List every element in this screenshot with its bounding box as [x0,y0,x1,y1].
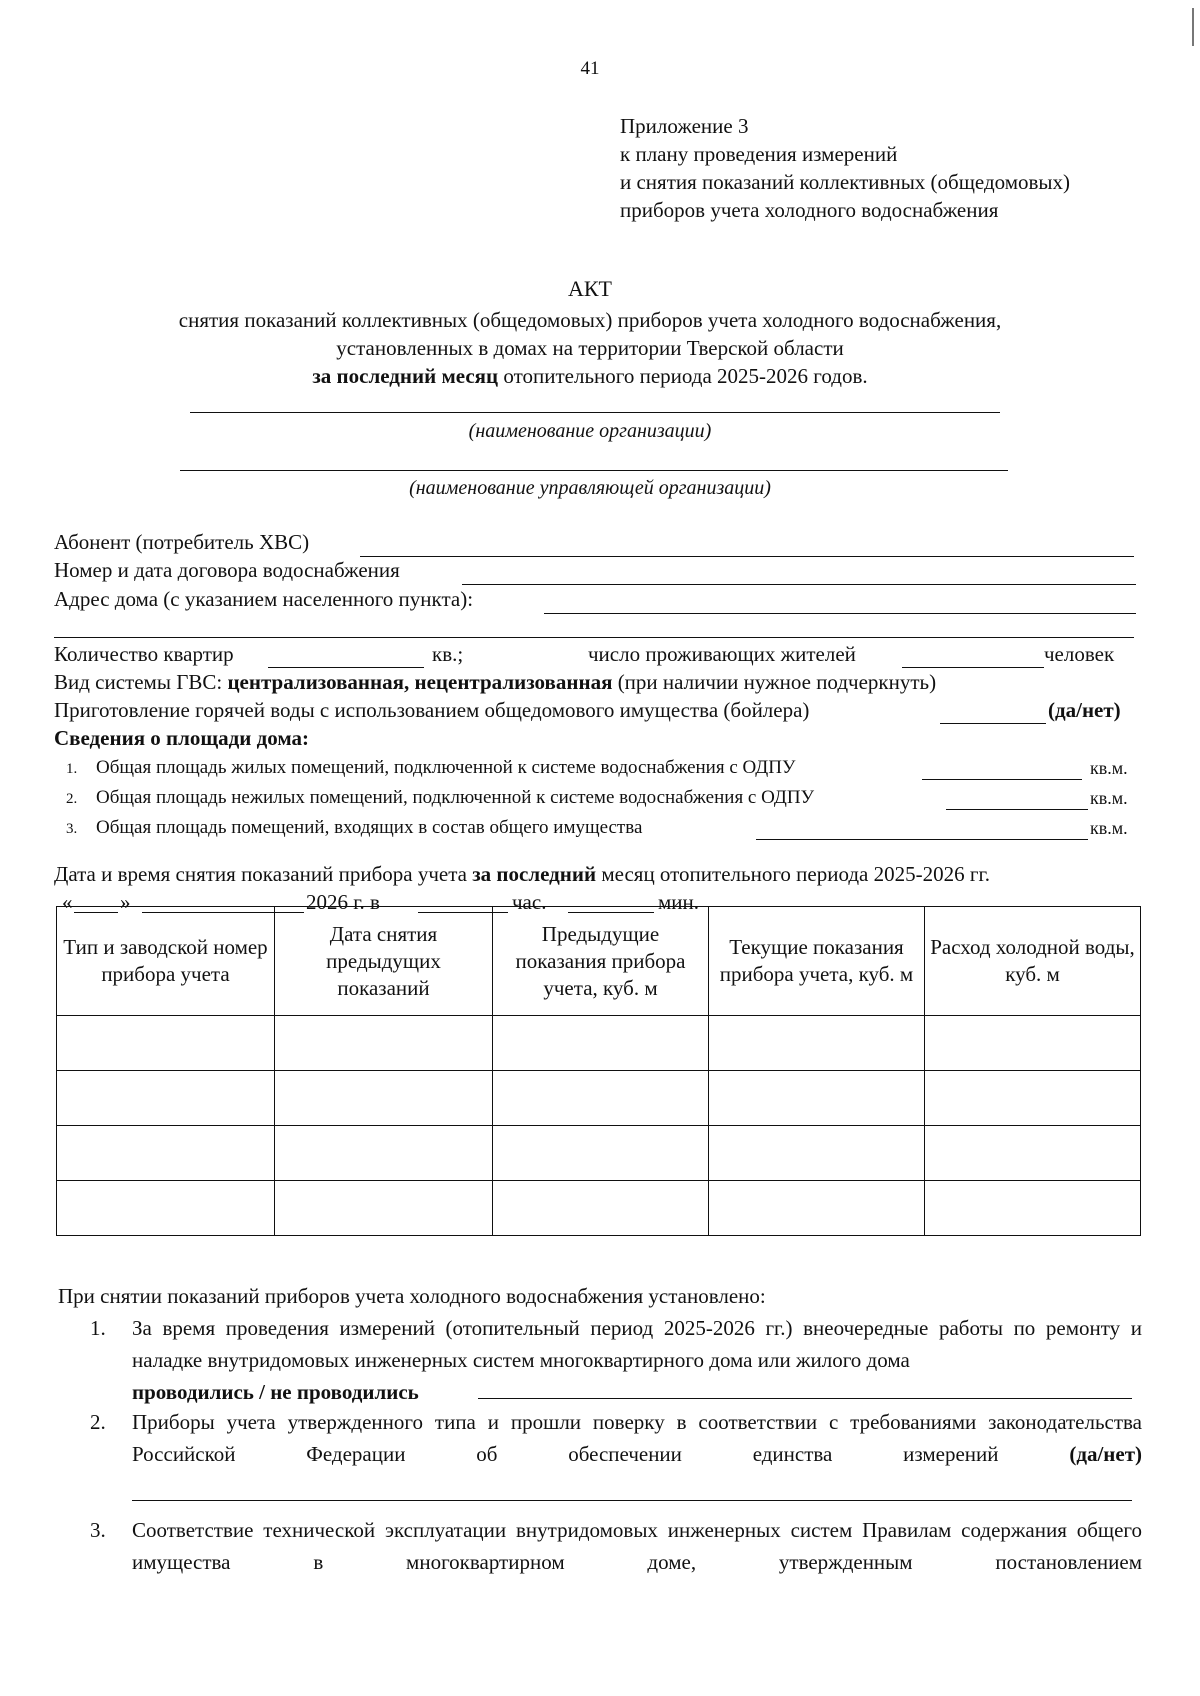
address-field [54,587,473,612]
subtitle-line-2: установленных в домах на территории Тверской области [336,336,844,360]
gvs-options[interactable]: централизованная, нецентрализованная [227,670,613,694]
finding-2-body [132,1406,1142,1470]
finding-item-3 [90,1514,1142,1584]
table-row [57,1071,1141,1126]
table-header-row [57,907,1141,1016]
gvs-system-type [54,670,936,695]
table-cell[interactable] [925,1016,1141,1071]
finding-1-text: За время проведения измерений (отопительный период 2025-2026 гг.) внеочередные работы по ремонту и наладке внутридомовых инженерных систем многоквартирного дома или жилого дома [132,1316,1142,1372]
finding-2-text: Приборы учета утвержденного типа и прошли поверку в соответствии с требованиями законодательства Российской Федерации об обеспечении единства измерений [132,1410,1142,1466]
area-item-2 [66,787,814,809]
subscriber-label: Абонент (потребитель ХВС) [54,530,310,554]
residents-label: число проживающих жителей [588,642,856,666]
finding-2-answer[interactable]: (да/нет) [1069,1442,1143,1466]
finding-2-number: 2. [90,1410,106,1434]
header-previous-readings: Предыдущие показания прибора учета, куб. м [493,907,709,1016]
caption-organization: (наименование организации) [468,420,712,442]
reading-label: Дата и время снятия показаний прибора учета [54,862,473,886]
header-previous-date: Дата снятия предыдущих показаний [275,907,493,1016]
area-item-3-input-line[interactable] [756,839,1088,840]
area-item-1-input-line[interactable] [922,779,1082,780]
table-cell[interactable] [709,1181,925,1236]
address-input-line-2[interactable] [54,637,1134,638]
table-cell[interactable] [709,1071,925,1126]
boiler-answer[interactable]: (да/нет) [1048,698,1121,722]
gvs-label: Вид системы ГВС: [54,670,228,694]
finding-2-input-line[interactable] [132,1500,1132,1501]
subtitle-period-rest: отопительного периода 2025-2026 годов. [498,364,868,388]
area-item-3-unit: кв.м. [1090,818,1128,838]
area-item-1-number: 1. [66,761,78,777]
scan-edge-mark [1192,8,1194,46]
finding-item-2 [90,1406,1142,1476]
table-cell[interactable] [493,1016,709,1071]
table-cell[interactable] [925,1181,1141,1236]
contract-label: Номер и дата договора водоснабжения [54,558,400,582]
subtitle-line-3 [0,362,1180,390]
table-row [57,1016,1141,1071]
header-consumption: Расход холодной воды, куб. м [925,907,1141,1016]
table-cell[interactable] [709,1126,925,1181]
area-item-1-text: Общая площадь жилых помещений, подключенной к системе водоснабжения с ОДПУ [96,757,796,778]
appendix-line-1: Приложение 3 [620,114,749,138]
appendix-header [620,112,1070,224]
finding-1-body [132,1312,1142,1408]
year-label: 2026 г. в [306,890,380,914]
table-cell[interactable] [925,1071,1141,1126]
residents-input-line[interactable] [902,667,1044,668]
table-cell[interactable] [493,1181,709,1236]
quote-open: « [62,890,73,914]
finding-1-input-line[interactable] [478,1398,1132,1399]
table-cell[interactable] [493,1071,709,1126]
table-cell[interactable] [275,1181,493,1236]
reading-datetime-line [54,862,990,887]
address-label: Адрес дома (с указанием населенного пункта): [54,587,474,611]
reading-bold-last: за последний [472,862,597,886]
table-cell[interactable] [275,1126,493,1181]
appendix-line-4: приборов учета холодного водоснабжения [620,198,999,222]
apartments-input-line[interactable] [268,667,424,668]
finding-3-number: 3. [90,1518,106,1542]
area-item-1-unit: кв.м. [1090,758,1128,778]
contract-field [54,558,400,583]
apartments-label: Количество квартир [54,642,234,666]
area-heading: Сведения о площади дома: [54,726,310,750]
subtitle-bold-period: за последний месяц [312,364,499,388]
quote-close: » [120,890,131,914]
subscriber-input-line[interactable] [360,556,1134,557]
table-cell[interactable] [57,1071,275,1126]
subscriber-field [54,530,309,555]
hours-label: час. [512,890,547,914]
appendix-line-2: к плану проведения измерений [620,142,898,166]
gvs-note: (при наличии нужное подчеркнуть) [612,670,937,694]
table-cell[interactable] [925,1126,1141,1181]
meter-readings-table [56,906,1141,1236]
finding-1-number: 1. [90,1316,106,1340]
apartments-unit: кв.; [432,642,464,666]
table-cell[interactable] [493,1126,709,1181]
organization-name-line[interactable] [190,412,1000,413]
area-item-2-unit: кв.м. [1090,788,1128,808]
area-item-1 [66,757,795,779]
document-subtitle [0,306,1180,390]
table-cell[interactable] [57,1126,275,1181]
finding-3-text: Соответствие технической эксплуатации внутридомовых инженерных систем Правилам содержания общего имущества в многоквартирном доме, утвержденным постановлением [132,1518,1142,1574]
table-row [57,1181,1141,1236]
residents-unit: человек [1044,642,1115,666]
management-org-line[interactable] [180,470,1008,471]
finding-item-1 [90,1312,1142,1412]
page-number: 41 [580,58,600,79]
area-item-2-number: 2. [66,791,78,807]
header-current-readings: Текущие показания прибора учета, куб. м [709,907,925,1016]
header-meter-type: Тип и заводской номер прибора учета [57,907,275,1016]
contract-input-line[interactable] [462,584,1136,585]
area-item-3 [66,817,642,839]
boiler-input-line[interactable] [940,723,1046,724]
document-title: АКТ [568,276,612,301]
finding-1-options[interactable]: проводились / не проводились [132,1380,419,1404]
findings-intro: При снятии показаний приборов учета холодного водоснабжения установлено: [58,1284,766,1308]
reading-period: месяц отопительного периода 2025-2026 гг. [596,862,990,886]
minutes-label: мин. [658,890,700,914]
table-cell[interactable] [57,1016,275,1071]
boiler-label: Приготовление горячей воды с использованием общедомового имущества (бойлера) [54,698,810,722]
address-input-line[interactable] [544,613,1136,614]
area-item-2-text: Общая площадь нежилых помещений, подключенной к системе водоснабжения с ОДПУ [96,787,815,808]
finding-3-body [132,1514,1142,1578]
table-cell[interactable] [275,1071,493,1126]
table-cell[interactable] [275,1016,493,1071]
table-cell[interactable] [709,1016,925,1071]
area-item-3-number: 3. [66,821,78,837]
appendix-line-3: и снятия показаний коллективных (общедомовых) [620,170,1071,194]
table-cell[interactable] [57,1181,275,1236]
caption-management-organization: (наименование управляющей организации) [409,477,771,499]
area-item-2-input-line[interactable] [946,809,1088,810]
area-item-3-text: Общая площадь помещений, входящих в состав общего имущества [96,817,643,838]
table-row [57,1126,1141,1181]
subtitle-line-1: снятия показаний коллективных (общедомовых) приборов учета холодного водоснабжения, [178,308,1002,332]
